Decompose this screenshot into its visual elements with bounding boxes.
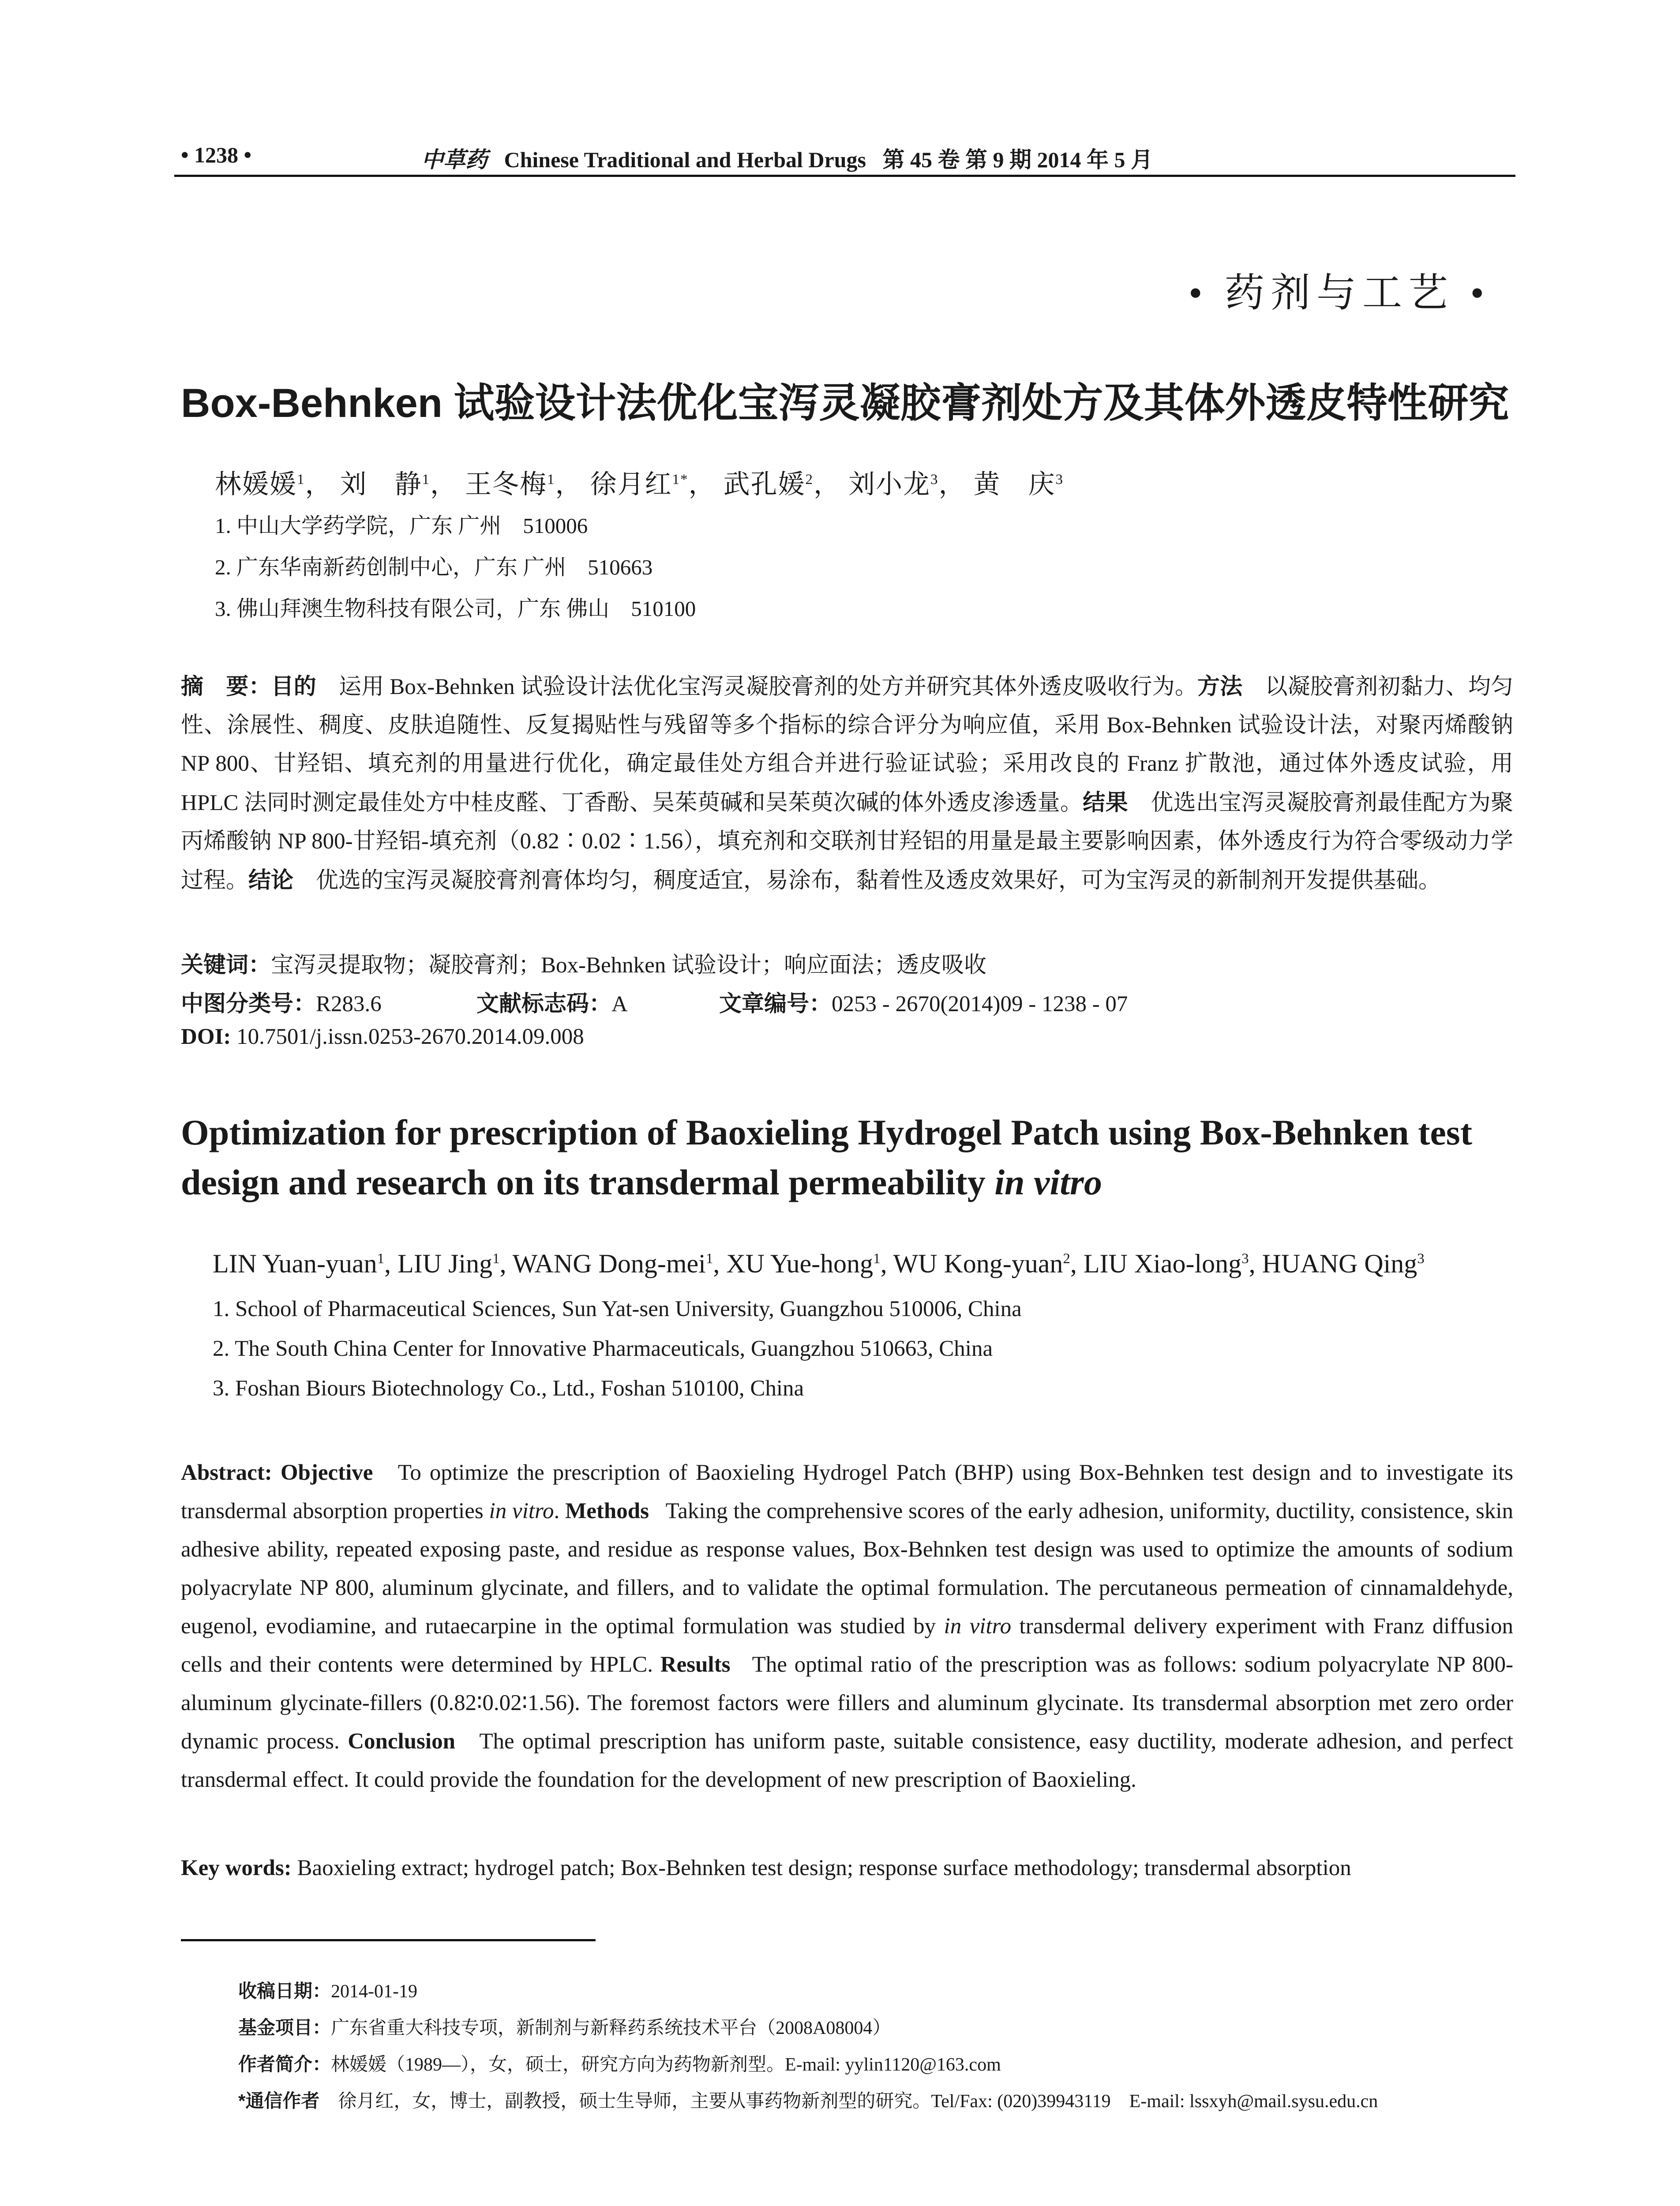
author-name: 林媛媛 — [215, 470, 297, 499]
affiliation-cn: 2. 广东华南新药创制中心，广东 广州 510663 — [215, 555, 653, 579]
author-sup: 1 — [492, 1251, 500, 1267]
author-sup: 3 — [1417, 1251, 1425, 1267]
methods-label: 方法 — [1197, 674, 1243, 699]
article-number — [719, 985, 1128, 1018]
title-en-main: Optimization for prescription of Baoxieling Hydrogel Patch using Box-Behnken test design and research on its transdermal permeability — [181, 1112, 1473, 1202]
objective-label: 目的 — [271, 674, 316, 699]
abstract-cn — [181, 667, 1513, 900]
conclusion-label: 结论 — [248, 867, 294, 893]
author-sup: 3 — [1241, 1251, 1249, 1267]
page-number: • 1238 • — [181, 143, 252, 167]
objective-text: To optimize the prescription of Baoxieling Hydrogel Patch (BHP) using Box-Behnken test design and to investigate its transdermal absorption properties — [181, 1460, 1513, 1523]
footnote-corresponding — [238, 2086, 1378, 2113]
classification-line — [181, 985, 382, 1018]
journal-name-cn: 中草药 — [421, 147, 488, 172]
author-name: LIN Yuan-yuan — [213, 1249, 377, 1278]
keywords-text: Baoxieling extract; hydrogel patch; Box-Behnken test design; response surface methodology; transdermal absorption — [297, 1856, 1351, 1880]
author-name: 刘小龙 — [848, 470, 930, 499]
fund-label: 基金项目： — [238, 2017, 331, 2038]
authors-en: LIN Yuan-yuan$^1$, LIU Jing$^1$, WANG Dong-mei$^1$, XU Yue-hong$^1$, WU Kong-yuan$^2$, LIU Xiao-long$^3$, HUANG Qing$^3$ — [213, 1249, 1425, 1278]
affiliation-cn: 1. 中山大学药学院，广东 广州 510006 — [215, 514, 588, 538]
footnote-rule — [181, 1939, 596, 1941]
author-name: HUANG Qing — [1262, 1249, 1418, 1278]
journal-title — [421, 142, 1153, 174]
author-name: WANG Dong-mei — [512, 1249, 706, 1278]
authors-cn: 林媛媛$^1$， 刘 静$^1$， 王冬梅$^1$， 徐月红$^{1*}$， 武孔媛$^2$， 刘小龙$^3$， 黄 庆$^3$ — [215, 470, 1064, 499]
author-sup: 1 — [377, 1251, 385, 1267]
methods-text-cont: transdermal delivery experiment with Franz diffusion cells and their contents were determined by HPLC. — [181, 1614, 1513, 1677]
author-sup: 1 — [705, 1251, 713, 1267]
clc-label: 中图分类号： — [181, 991, 316, 1016]
received-label: 收稿日期： — [238, 1981, 331, 2001]
affiliation-en: 3. Foshan Biours Biotechnology Co., Ltd., Foshan 510100, China — [213, 1376, 804, 1401]
corr-value: 徐月红，女，博士，副教授，硕士生导师，主要从事药物新剂型的研究。Tel/Fax: (020)39943119 E-mail: lssxyh@mail.sysu.edu.cn — [319, 2091, 1378, 2112]
objective-label: Objective — [280, 1460, 373, 1485]
results-label: Results — [660, 1652, 731, 1677]
doi-value: 10.7501/j.issn.0253-2670.2014.09.008 — [236, 1024, 584, 1049]
corr-label: *通信作者 — [238, 2090, 320, 2111]
methods-text: Taking the comprehensive scores of the early adhesion, uniformity, ductility, consistence, skin adhesive ability, repeated exposing paste, and residue as response values, Box-Behnken test design was used to optimize the amounts of sodium polyacrylate NP 800, aluminum glycinate, and fillers, and to validate the optimal formulation. The percutaneous permeation of cinnamaldehyde, eugenol, evodiamine, and rutaecarpine in the optimal formulation was studied by — [181, 1499, 1513, 1639]
title-en-italic: in vitro — [994, 1162, 1102, 1202]
author-name: LIU Xiao-long — [1083, 1249, 1242, 1278]
doc-code-value: A — [611, 992, 628, 1017]
bio-value: 林媛媛（1989—），女，硕士，研究方向为药物新剂型。E-mail: yylin1120@163.com — [331, 2055, 1001, 2075]
conclusion-label: Conclusion — [348, 1729, 455, 1754]
results-text: 优选出宝泻灵凝胶膏剂最佳配方为聚丙烯酸钠 NP 800-甘羟铝-填充剂（0.82∶0.02∶1.56），填充剂和交联剂甘羟铝的用量是最主要影响因素，体外透皮行为符合零级动力学过程。 — [181, 791, 1513, 893]
paper-title-en — [181, 1107, 1526, 1207]
author-name: XU Yue-hong — [726, 1249, 874, 1278]
results-label: 结果 — [1083, 790, 1129, 815]
author-sup: 3 — [930, 472, 939, 488]
author-name: 徐月红 — [590, 470, 672, 499]
doc-code — [476, 985, 628, 1018]
doi — [181, 1024, 584, 1050]
author-name: LIU Jing — [398, 1249, 493, 1278]
author-sup: 1 — [297, 472, 305, 488]
methods-label: Methods — [565, 1499, 649, 1523]
author-name: 刘 静 — [340, 470, 422, 499]
keywords-label: 关键词： — [181, 952, 271, 977]
author-name: WU Kong-yuan — [893, 1249, 1063, 1278]
author-sup: 1* — [672, 472, 689, 488]
author-sup: 2 — [1063, 1251, 1070, 1267]
invitro-italic: in vitro — [944, 1614, 1012, 1639]
section-label: • 药剂与工艺 • — [1188, 271, 1490, 315]
results-text: The optimal ratio of the prescription was as follows: sodium polyacrylate NP 800-aluminum glycinate-fillers (0.82∶0.02∶1.56). The foremost factors were fillers and aluminum glycinate. Its transdermal absorption met zero order dynamic process. — [181, 1652, 1513, 1754]
doi-label: DOI: — [181, 1024, 231, 1049]
author-name: 王冬梅 — [465, 470, 547, 499]
conclusion-text: 优选的宝泻灵凝胶膏剂膏体均匀，稠度适宜，易涂布，黏着性及透皮效果好，可为宝泻灵的新制剂开发提供基础。 — [293, 868, 1441, 893]
author-name: 黄 庆 — [973, 470, 1056, 499]
header-rule — [174, 175, 1515, 177]
clc-value: R283.6 — [316, 992, 382, 1017]
journal-issue: 第 45 卷 第 9 期 2014 年 5 月 — [882, 147, 1153, 172]
author-sup: 3 — [1055, 472, 1064, 488]
paper-title-cn: Box-Behnken 试验设计法优化宝泻灵凝胶膏剂处方及其体外透皮特性研究 — [181, 381, 1509, 426]
fund-value: 广东省重大科技专项，新制剂与新释药系统技术平台（2008A08004） — [331, 2018, 891, 2038]
affiliation-cn: 3. 佛山拜澳生物科技有限公司，广东 佛山 510100 — [215, 597, 696, 621]
author-sup: 1 — [873, 1251, 881, 1267]
keywords-text: 宝泻灵提取物；凝胶膏剂；Box-Behnken 试验设计；响应面法；透皮吸收 — [271, 953, 987, 978]
footnote-fund — [238, 2013, 891, 2040]
article-number-value: 0253 - 2670(2014)09 - 1238 - 07 — [832, 992, 1128, 1017]
keywords-en — [181, 1855, 1351, 1881]
footnote-received — [238, 1977, 417, 2003]
affiliation-en: 1. School of Pharmaceutical Sciences, Sun Yat-sen University, Guangzhou 510006, China — [213, 1297, 1022, 1321]
author-sup: 1 — [547, 472, 555, 488]
author-sup: 1 — [422, 472, 430, 488]
received-value: 2014-01-19 — [331, 1981, 417, 2002]
author-name: 武孔媛 — [723, 470, 806, 499]
objective-text: 运用 Box-Behnken 试验设计法优化宝泻灵凝胶膏剂的处方并研究其体外透皮吸收行为。 — [316, 675, 1197, 699]
bio-label: 作者简介： — [238, 2054, 331, 2075]
methods-text: 以凝胶膏剂初黏力、均匀性、涂展性、稠度、皮肤追随性、反复揭贴性与残留等多个指标的综合评分为响应值，采用 Box-Behnken 试验设计法，对聚丙烯酸钠 NP 800、甘羟铝、填充剂的用量进行优化，确定最佳处方组合并进行验证试验；采用改良的 Franz 扩散池，通过体外透皮试验，用 HPLC 法同时测定最佳处方中桂皮醛、丁香酚、吴茱萸碱和吴茱萸次碱的体外透皮渗透量。 — [181, 675, 1513, 815]
abstract-label: Abstract: — [181, 1460, 272, 1485]
abstract-label: 摘 要： — [181, 674, 271, 699]
keywords-cn — [181, 946, 986, 979]
invitro-italic: in vitro — [489, 1499, 554, 1523]
conclusion-text: The optimal prescription has uniform paste, suitable consistence, easy ductility, moderate adhesion, and perfect transdermal effect. It could provide the foundation for the development of new prescription of Baoxieling. — [181, 1729, 1513, 1792]
affiliation-en: 2. The South China Center for Innovative Pharmaceuticals, Guangzhou 510663, China — [213, 1336, 993, 1361]
doc-code-label: 文献标志码： — [476, 991, 612, 1016]
abstract-en: Abstract: Objective To optimize the prescription of Baoxieling Hydrogel Patch (BHP) using Box-Behnken test design and to investigate its transdermal absorption properties in vitro. Methods Taking the comprehensive scores of the early adhesion, uniformity, ductility, consistence, skin adhesive ability, repeated exposing paste, and residue as response values, Box-Behnken test design was used to optimize the amounts of sodium polyacrylate NP 800, aluminum glycinate, and fillers, and to validate the optimal formulation. The percutaneous permeation of cinnamaldehyde, eugenol, evodiamine, and rutaecarpine in the optimal formulation was studied by in vitro transdermal delivery experiment with Franz diffusion cells and their contents were determined by HPLC. Results The optimal ratio of the prescription was as follows: sodium polyacrylate NP 800-aluminum glycinate-fillers (0.82∶0.02∶1.56). The foremost factors were fillers and aluminum glycinate. Its transdermal absorption met zero order dynamic process. Conclusion The optimal prescription has uniform paste, suitable consistence, easy ductility, moderate adhesion, and perfect transdermal effect. It could provide the foundation for the development of new prescription of Baoxieling. — [181, 1460, 1513, 1792]
author-sup: 2 — [805, 472, 814, 488]
footnote-author-bio — [238, 2050, 1001, 2076]
article-number-label: 文章编号： — [719, 991, 832, 1016]
keywords-label: Key words: — [181, 1856, 292, 1880]
journal-name-en: Chinese Traditional and Herbal Drugs — [504, 147, 866, 172]
